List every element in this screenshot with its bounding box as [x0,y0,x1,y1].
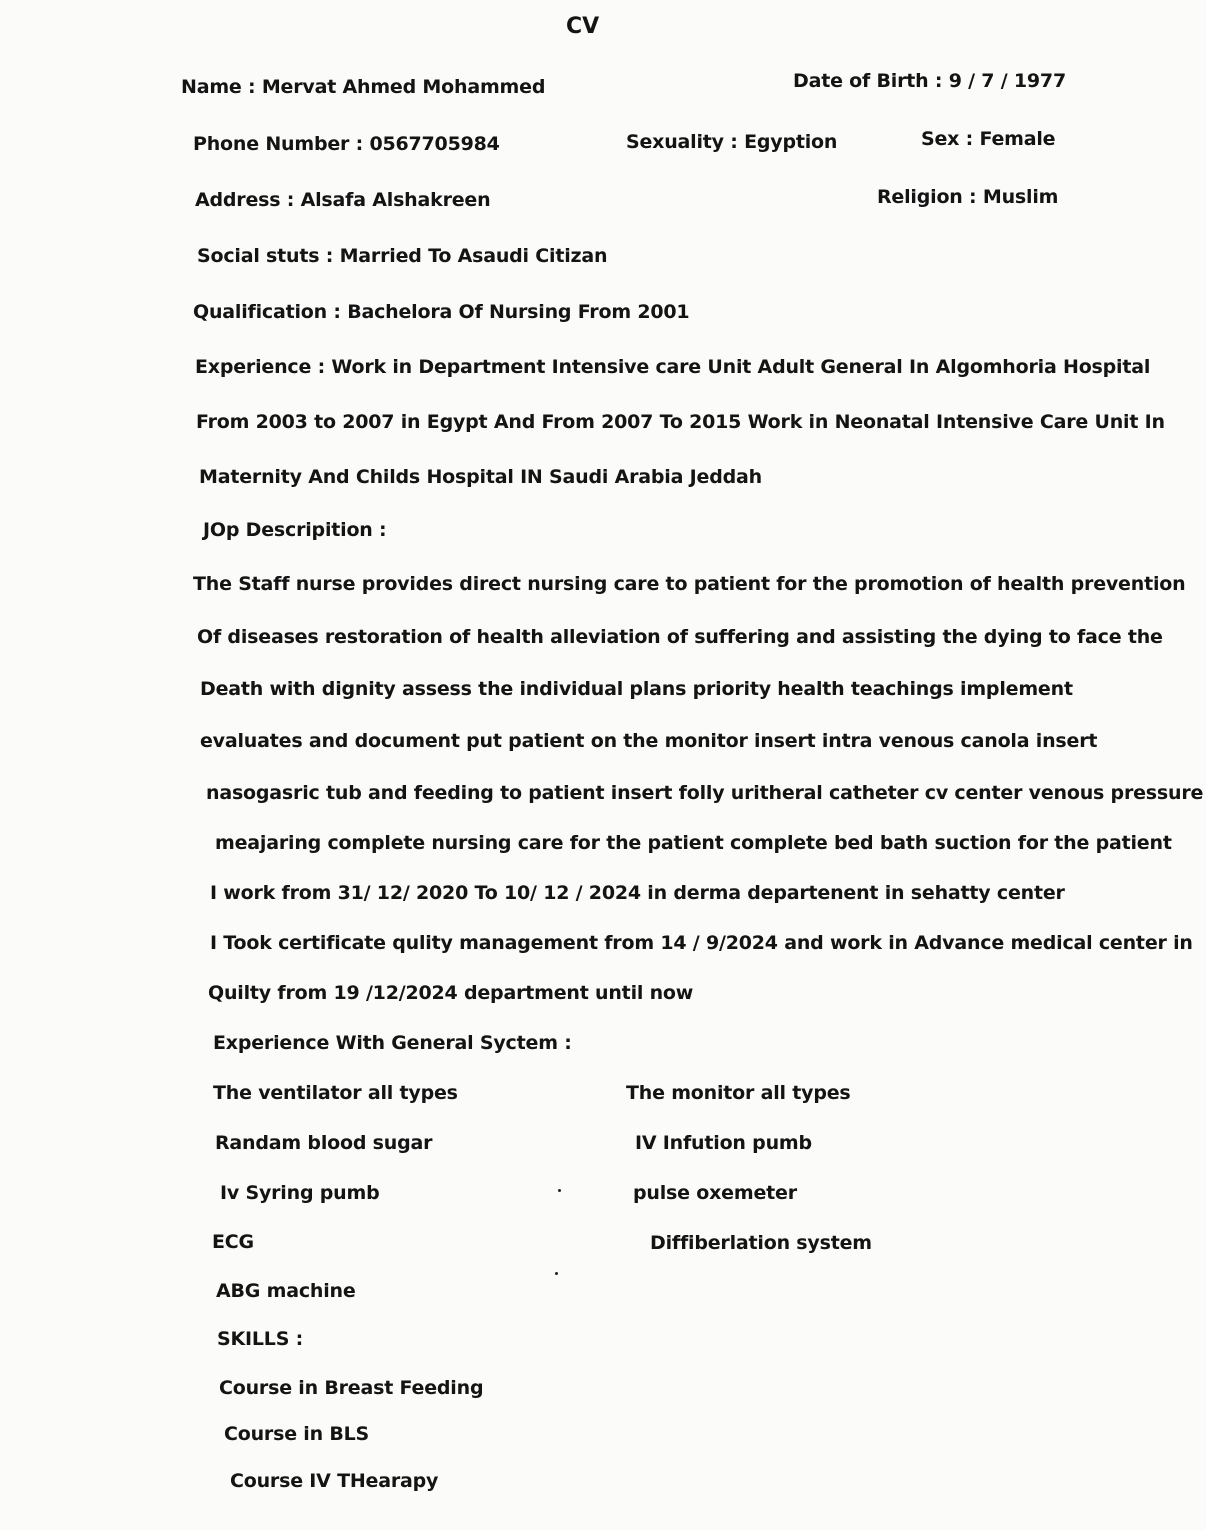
religion-field: Religion : Muslim [877,186,1059,208]
job-description-line: evaluates and document put patient on the monitor insert intra venous canola insert [200,730,1098,752]
experience-line: Maternity And Childs Hospital IN Saudi Arabia Jeddah [199,466,762,488]
system-item: IV Infution pumb [635,1132,812,1154]
systems-heading: Experience With General Syctem : [213,1032,572,1054]
address-field: Address : Alsafa Alshakreen [195,189,491,211]
system-item: Iv Syring pumb [220,1182,380,1204]
system-item: The monitor all types [626,1082,851,1104]
job-description-line: nasogasric tub and feeding to patient insert folly uritheral catheter cv center venous pressure [206,782,1204,804]
job-description-line: meajaring complete nursing care for the patient complete bed bath suction for the patient [215,832,1172,854]
skill-item: Course in Breast Feeding [219,1377,484,1399]
scan-speck [558,1189,561,1192]
job-description-line: I work from 31/ 12/ 2020 To 10/ 12 / 2024 in derma departenent in sehatty center [210,882,1065,904]
experience-line: From 2003 to 2007 in Egypt And From 2007 To 2015 Work in Neonatal Intensive Care Unit In [196,411,1165,433]
nationality-field: Sexuality : Egyption [626,131,838,153]
experience-line: Experience : Work in Department Intensive care Unit Adult General In Algomhoria Hospital [195,356,1151,378]
name-field: Name : Mervat Ahmed Mohammed [181,76,546,98]
job-description-heading: JOp Descripition : [203,519,387,541]
skill-item: Course in BLS [224,1423,370,1445]
skill-item: Course IV THearapy [230,1470,439,1492]
job-description-line: The Staff nurse provides direct nursing care to patient for the promotion of health prevention [193,573,1186,595]
system-item: The ventilator all types [213,1082,458,1104]
date-of-birth-field: Date of Birth : 9 / 7 / 1977 [793,70,1066,92]
system-item: ABG machine [216,1280,356,1302]
system-item: Randam blood sugar [215,1132,433,1154]
system-item: ECG [212,1231,254,1253]
job-description-line: I Took certificate qulity management from 14 / 9/2024 and work in Advance medical center in [210,932,1193,954]
system-item: Diffiberlation system [650,1232,872,1254]
skills-heading: SKILLS : [217,1328,303,1350]
job-description-line: Quilty from 19 /12/2024 department until now [208,982,694,1004]
document-title: CV [566,14,600,39]
system-item: pulse oxemeter [633,1182,797,1204]
scan-speck [555,1272,558,1275]
social-status-field: Social stuts : Married To Asaudi Citizan [197,245,608,267]
job-description-line: Death with dignity assess the individual plans priority health teachings implement [200,678,1073,700]
job-description-line: Of diseases restoration of health alleviation of suffering and assisting the dying to face the [197,626,1163,648]
phone-field: Phone Number : 0567705984 [193,133,500,155]
sex-field: Sex : Female [921,128,1056,150]
qualification-field: Qualification : Bachelora Of Nursing From 2001 [193,301,690,323]
